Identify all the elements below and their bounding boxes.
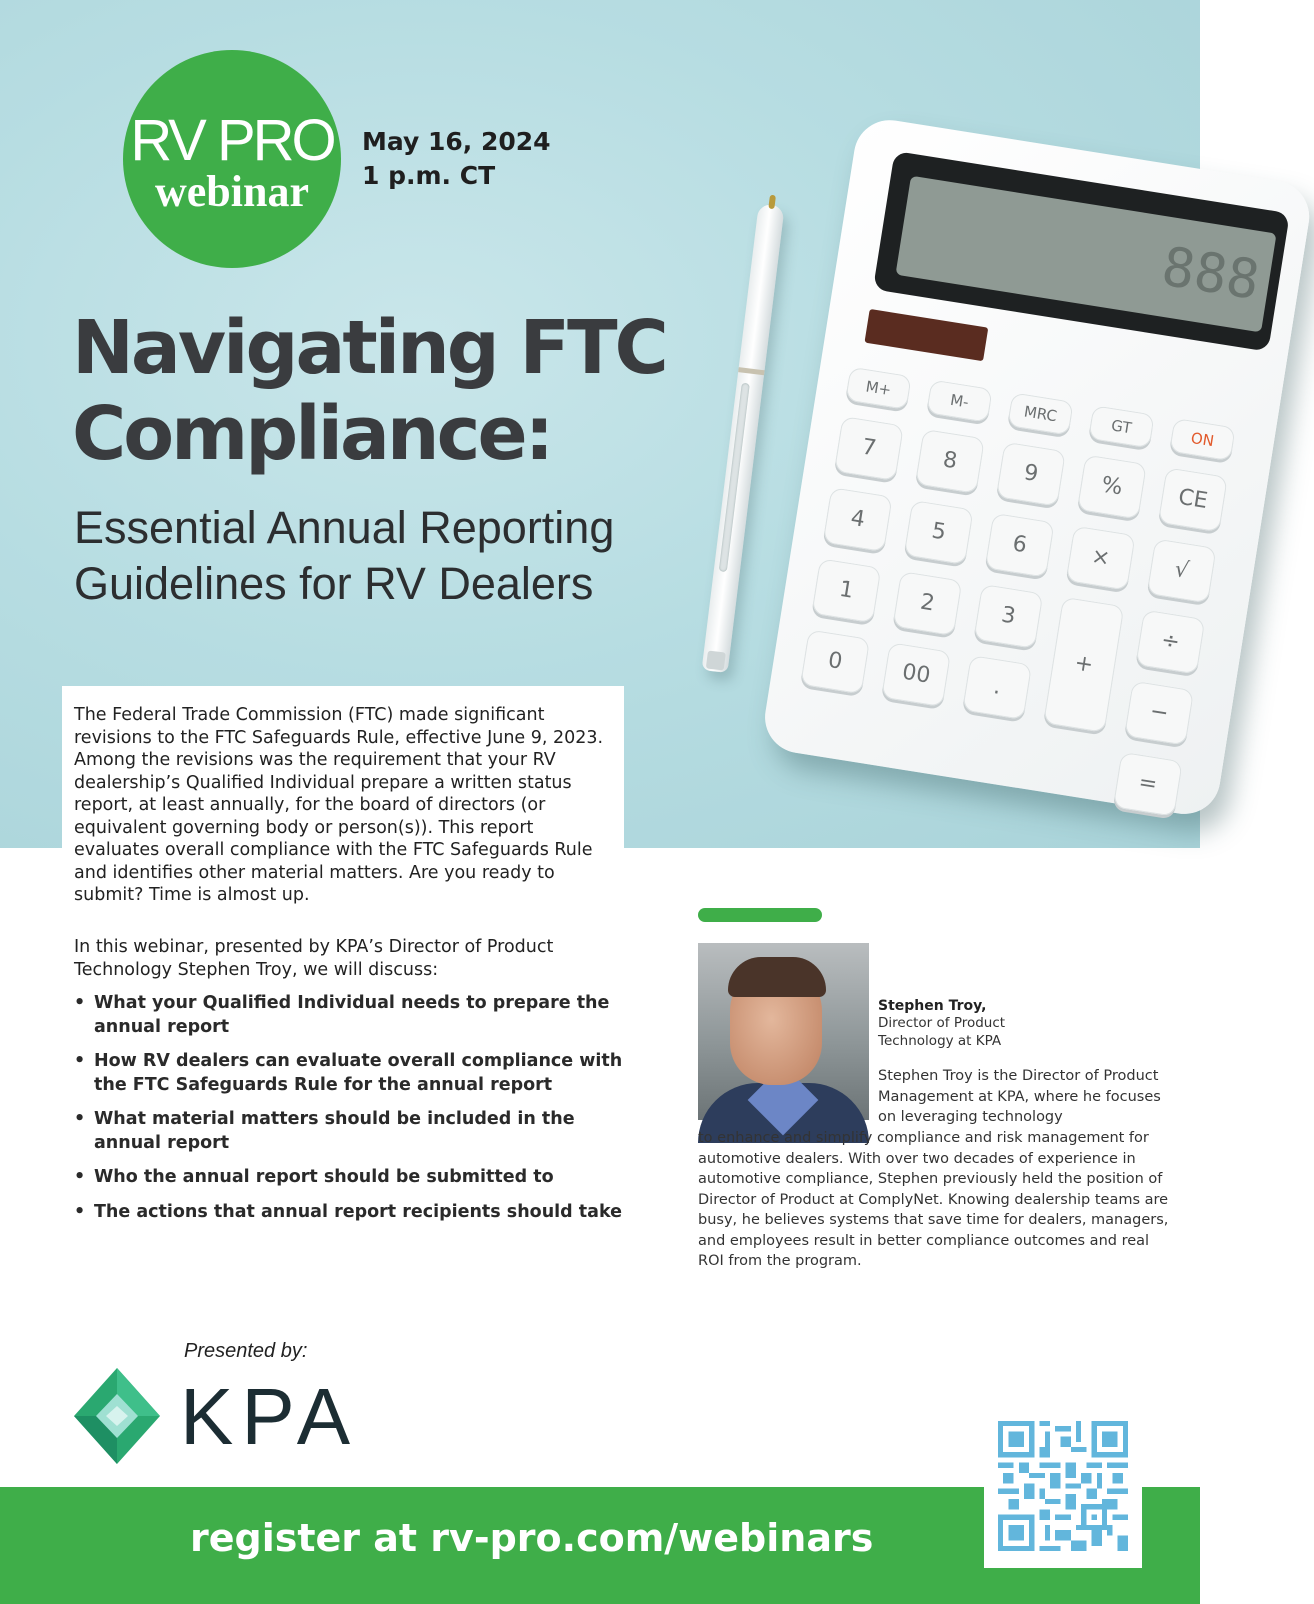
list-item: • How RV dealers can evaluate overall compliance with the FTC Safeguards Rule for the annual report xyxy=(74,1051,623,1095)
calc-key: ÷ xyxy=(1135,610,1205,675)
event-datetime xyxy=(362,125,551,193)
bullet-icon: • xyxy=(74,1051,86,1071)
solar-panel xyxy=(864,309,988,361)
calc-key: √ xyxy=(1147,538,1217,603)
calc-key: × xyxy=(1066,526,1136,591)
calculator-illustration xyxy=(760,115,1314,819)
subtitle-line-2: Guidelines for RV Dealers xyxy=(74,558,594,609)
presented-by-label: Presented by: xyxy=(184,1340,308,1362)
calc-key: % xyxy=(1077,454,1147,519)
calc-key: − xyxy=(1124,681,1194,746)
section-accent-bar xyxy=(698,908,822,922)
bullet-icon: • xyxy=(74,993,86,1013)
calc-key-on: ON xyxy=(1169,418,1236,461)
calc-key: . xyxy=(962,655,1032,720)
list-item: • Who the annual report should be submitted to xyxy=(74,1166,634,1190)
calc-key: M- xyxy=(926,379,993,422)
speaker-role: Director of Product Technology at KPA xyxy=(878,1015,1006,1049)
page-subtitle xyxy=(74,500,614,612)
calc-key-plus: + xyxy=(1043,597,1124,733)
pen-illustration xyxy=(702,193,786,673)
register-link[interactable]: register at rv-pro.com/webinars xyxy=(190,1516,874,1560)
event-time: 1 p.m. CT xyxy=(362,161,496,190)
intro-paragraph: The Federal Trade Commission (FTC) made significant revisions to the FTC Safeguards Rule, effective June 9, 2023. Among the revisions was the requirement that your RV dealership’s Qualified Individual prepare a written status report, at least annually, for the board of directors (or equivalent governing body or person(s)). This report evaluates overall compliance with the FTC Safeguards Rule and identifies other material matters. Are you ready to submit? Time is almost up. xyxy=(74,705,604,905)
calculator-display: 888 xyxy=(1157,234,1264,313)
calc-key: CE xyxy=(1158,467,1228,532)
calc-key: 00 xyxy=(881,642,951,707)
bullet-icon: • xyxy=(74,1167,86,1187)
calc-key: 1 xyxy=(811,558,881,623)
page-title xyxy=(72,305,666,477)
title-line-2: Compliance: xyxy=(72,391,552,477)
calc-key: 2 xyxy=(892,571,962,636)
calc-key: 8 xyxy=(915,429,985,494)
discussion-intro: In this webinar, presented by KPA’s Director of Product Technology Stephen Troy, we will discuss: xyxy=(74,937,554,980)
speaker-name: Stephen Troy, xyxy=(878,998,987,1014)
event-date: May 16, 2024 xyxy=(362,127,551,156)
calc-key: GT xyxy=(1088,405,1155,448)
list-item: • What material matters should be included in the annual report xyxy=(74,1109,575,1153)
calc-key: 3 xyxy=(973,584,1043,649)
kpa-diamond-icon xyxy=(72,1366,162,1466)
speaker-bio-part-1: Stephen Troy is the Director of Product Management at KPA, where he focuses on leveraging technology xyxy=(878,1068,1161,1125)
qr-code-icon xyxy=(998,1418,1128,1554)
title-line-1: Navigating FTC xyxy=(72,305,666,391)
bullet-icon: • xyxy=(74,1201,86,1222)
calc-key: 7 xyxy=(834,416,904,481)
list-item: • What your Qualified Individual needs to prepare the annual report xyxy=(74,993,610,1037)
calc-key: 9 xyxy=(996,442,1066,507)
qr-code[interactable] xyxy=(984,1404,1142,1568)
calc-key: M+ xyxy=(845,367,912,410)
speaker-photo xyxy=(698,943,869,1120)
logo-webinar-text: webinar xyxy=(155,167,309,216)
subtitle-line-1: Essential Annual Reporting xyxy=(74,502,615,553)
discussion-list xyxy=(74,992,634,1235)
calc-key: 5 xyxy=(904,500,974,565)
calc-key: MRC xyxy=(1007,392,1074,435)
bullet-icon: • xyxy=(74,1109,86,1129)
calc-key: 4 xyxy=(823,487,893,552)
calc-key: 6 xyxy=(985,513,1055,578)
calc-key: 0 xyxy=(800,629,870,694)
speaker-bio-part-2: to enhance and simplify compliance and risk management for automotive dealers. With over two decades of experience in automotive compliance, Stephen previously held the position of Director of Product at ComplyNet. Knowing dealership teams are busy, he believes systems that save time for dealers, managers, and employees result in better compliance outcomes and real ROI from the program. xyxy=(698,1130,1169,1269)
rv-pro-webinar-logo xyxy=(123,50,341,268)
list-item: • The actions that annual report recipients should take xyxy=(74,1201,634,1225)
kpa-wordmark: KPA xyxy=(180,1372,359,1461)
calc-key: = xyxy=(1113,752,1183,817)
logo-rvpro-text: RV PRO xyxy=(130,108,334,173)
